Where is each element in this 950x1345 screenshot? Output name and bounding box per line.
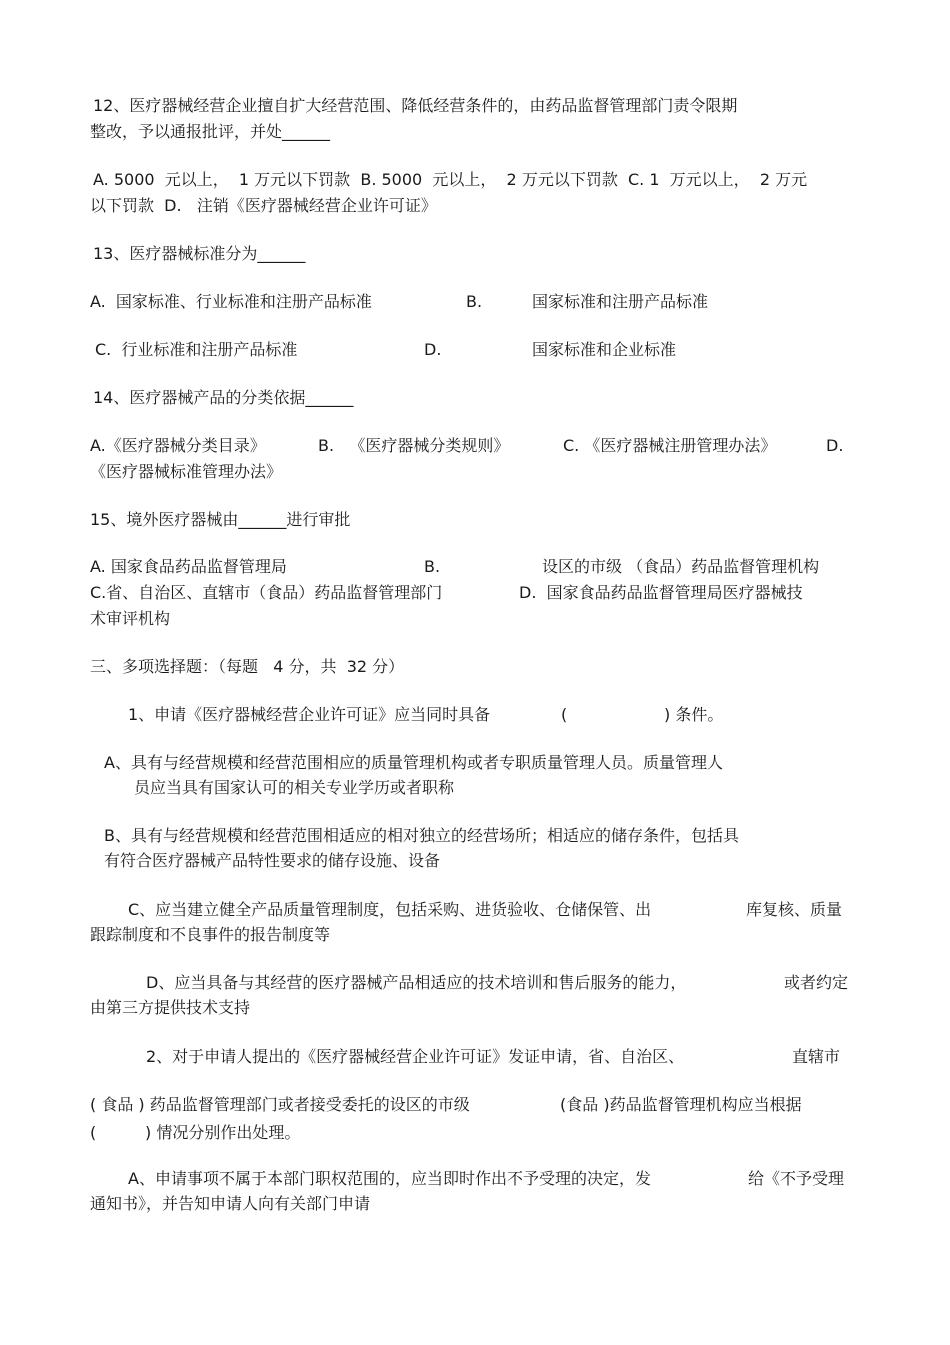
q15-option-c: C.省、自治区、直辖市（食品）药品监督管理部门 — [90, 583, 443, 602]
q13-option-d-label: D. — [424, 340, 442, 359]
m2-option-a-line2: 通知书》，并告知申请人向有关部门申请 — [90, 1194, 371, 1213]
q14-stem: 14、医疗器械产品的分类依据______ — [93, 388, 354, 407]
q15-option-b-text: 设区的市级 （食品）药品监督管理机构 — [542, 557, 820, 576]
m1-option-d-line2: 由第三方提供技术支持 — [90, 998, 251, 1017]
q13-stem: 13、医疗器械标准分为______ — [93, 244, 306, 263]
q14-option-c: C. 《医疗器械注册管理办法》 — [563, 436, 777, 455]
m1-option-a-line2: 员应当具有国家认可的相关专业学历或者职称 — [134, 778, 455, 797]
m2-stem-line2a: ( 食品 ) 药品监督管理部门或者接受委托的设区的市级 — [90, 1095, 470, 1114]
q15-stem: 15、境外医疗器械由______进行审批 — [90, 510, 351, 529]
m1-option-c-line1b: 库复核、质量 — [746, 900, 843, 919]
m2-stem-line2b: (食品 )药品监督管理机构应当根据 — [560, 1095, 802, 1114]
q13-option-b-text: 国家标准和注册产品标准 — [532, 292, 709, 311]
m2-stem-line1a: 2、对于申请人提出的《医疗器械经营企业许可证》发证申请，省、自治区、 — [146, 1047, 685, 1066]
q15-option-d-line1: D. 国家食品药品监督管理局医疗器械技 — [519, 583, 803, 602]
m1-stem-part1: 1、申请《医疗器械经营企业许可证》应当同时具备 — [128, 705, 491, 724]
q15-option-d-line2: 术审评机构 — [90, 609, 171, 628]
q14-option-d-label: D. — [826, 436, 844, 455]
q13-option-d-text: 国家标准和企业标准 — [532, 340, 677, 359]
m2-option-a-line1a: A、申请事项不属于本部门职权范围的，应当即时作出不予受理的决定，发 — [128, 1169, 651, 1188]
q12-stem-line1: 12、医疗器械经营企业擅自扩大经营范围、降低经营条件的，由药品监督管理部门责令限期 — [93, 96, 738, 115]
m1-stem-part2: ) 条件。 — [664, 705, 724, 724]
m1-option-b-line1: B、具有与经营规模和经营范围相适应的相对独立的经营场所；相适应的储存条件，包括具 — [104, 826, 739, 845]
m2-stem-line3a: ( — [90, 1123, 97, 1142]
m1-option-c-line1a: C、应当建立健全产品质量管理制度，包括采购、进货验收、仓储保管、出 — [128, 900, 652, 919]
q14-option-d-text: 《医疗器械标准管理办法》 — [90, 462, 283, 481]
m1-stem-paren: ( — [561, 705, 568, 724]
m1-option-d-line1b: 或者约定 — [784, 973, 849, 992]
q12-options-line2: 以下罚款 D. 注销《医疗器械经营企业许可证》 — [90, 196, 437, 215]
m1-option-d-line1a: D、应当具备与其经营的医疗器械产品相适应的技术培训和售后服务的能力， — [146, 973, 687, 992]
q12-stem-line2: 整改，予以通报批评，并处______ — [90, 122, 331, 141]
m1-option-a-line1: A、具有与经营规模和经营范围相应的质量管理机构或者专职质量管理人员。质量管理人 — [104, 753, 723, 772]
m1-option-c-line2: 跟踪制度和不良事件的报告制度等 — [90, 925, 331, 944]
m2-stem-line1b: 直辖市 — [792, 1047, 841, 1066]
q15-option-b-label: B. — [424, 557, 441, 576]
q13-option-a: A. 国家标准、行业标准和注册产品标准 — [90, 292, 372, 311]
q15-option-a: A. 国家食品药品监督管理局 — [90, 557, 287, 576]
q13-option-c: C. 行业标准和注册产品标准 — [95, 340, 298, 359]
m2-stem-line3b: ) 情况分别作出处理。 — [145, 1123, 301, 1142]
q12-options-line1: A. 5000 元以上， 1 万元以下罚款 B. 5000 元以上， 2 万元以下罚款 C. 1 万元以上， 2 万元 — [93, 170, 808, 189]
m2-option-a-line1b: 给《不予受理 — [748, 1169, 845, 1188]
m1-option-b-line2: 有符合医疗器械产品特性要求的储存设施、设备 — [104, 851, 441, 870]
q13-option-b-label: B. — [466, 292, 483, 311]
section-heading: 三、多项选择题：（每题 4 分，共 32 分） — [90, 657, 405, 676]
q14-option-a: A.《医疗器械分类目录》 — [90, 436, 266, 455]
q14-option-b: B. 《医疗器械分类规则》 — [318, 436, 510, 455]
